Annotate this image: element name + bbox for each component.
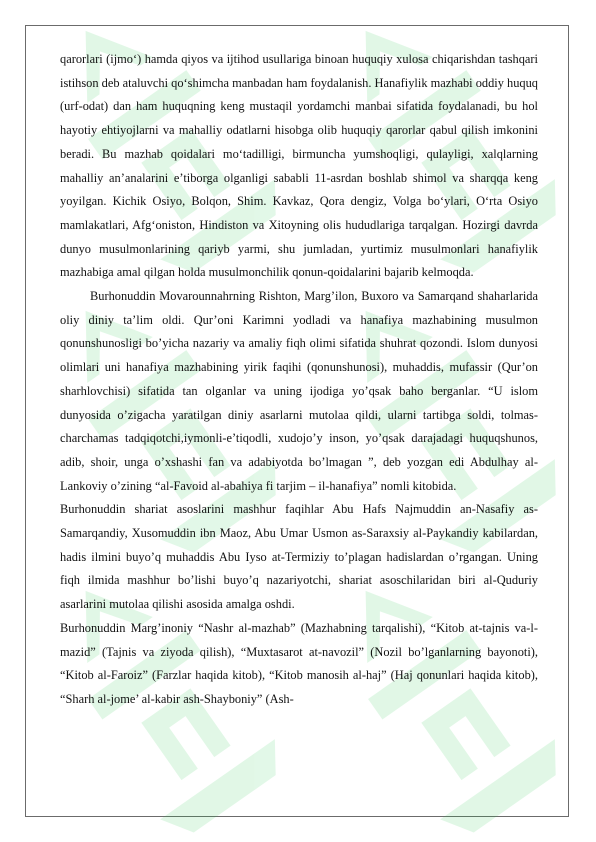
paragraph-4: Burhonuddin Marg’inoniy “Nashr al-mazhab” (Mazhabning tarqalishi), “Kitob at-tajnis va-l-mazid” (Tajnis va ziyoda qilish), “Muxtasarot at-navozil” (Nozil bo’lganlarning bayonoti), “Kitob al-Faroiz” (Farzlar haqida kitob), “Kitob manosih al-haj” (Haj qonunlari haqida kitob), “Sharh al-jome’ al-kabir ash-Shayboniy” (Ash- bbox=[60, 620, 538, 706]
paragraph-1: qarorlari (ijmo‘) hamda qiyos va ijtihod usullariga binoan huquqiy xulosa chiqarishdan tashqari istihson deb ataluvchi qo‘shimcha manbadan ham foydalanish. Hanafiylik mazhabi oddiy huquq (urf-odat) dan ham huquqning keng mustaqil yordamchi manbai sifatida foydalanadi, bu hol hayotiy ehtiyojlarni va mahalliy odatlarni hisobga olib huquqiy qarorlar qabul qilish imkonini beradi. Bu mazhab qoidalari mo‘tadilligi, birmuncha yumshoqligi, qulayligi, xalqlarning mahalliy an’analarini e’tiborga olganligi sababli 11-asrdan boshlab shimol va sharqqa keng yoyilgan. Kichik Osiyo, Bolqon, Shim. Kavkaz, Qora dengiz, Volga bo‘ylari, O‘rta Osiyo mamlakatlari, Afg‘oniston, Hindiston va Xitoyning olis hududlariga tarqalgan. Hozirgi davrda dunyo musulmonlarining qariyb yarmi, shu jumladan, yurtimiz musulmonlari hanafiylik mazhabiga amal qilgan holda musulmonchilik qonun-qoidalarini bajarib kelmoqda. bbox=[60, 52, 538, 280]
document-body bbox=[60, 48, 538, 712]
paragraph-2: Burhonuddin Movarounnahrning Rishton, Marg’ilon, Buxoro va Samarqand shaharlarida oliy diniy ta’lim oldi. Qur’oni Karimni yodladi va hanafiya mazhabining musulmon qonunshunosligi bo’yicha nazariy va amaliy fiqh olimi sifatida shuhrat qozondi. Islom dunyosi olimlari uni hanafiya mazhabining yirik faqihi (qonunshunosi), muhaddis, mufassir (Qur’on sharhlovchisi) sifatida tan olganlar va uning ijodiga yo’qsak baho berganlar. “U islom dunyosida o’zigacha yaratilgan diniy asarlarni mutolaa qildi, ularni tartibga soldi, tolmas-charchamas tadqiqotchi,iymonli-e’tiqodli, xudojo’y inson, yo’qsak darajadagi huquqshunos, adib, shoir, unga o’xshashi fan va adabiyotda bo’lmagan ”, deb yozgan edi Abdulhay al-Lankoviy o’zining “al-Favoid al-abahiya fi tarjim – il-hanafiya” nomli kitobida. bbox=[60, 289, 538, 493]
paragraph-3: Burhonuddin shariat asoslarini mashhur faqihlar Abu Hafs Najmuddin an-Nasafiy as-Samarqandiy, Xusomuddin ibn Maoz, Abu Umar Usmon as-Saraxsiy al-Paykandiy kabilardan, hadis ilmini buyo’q muhaddis Abu Iyso at-Termiziy to’plagan hadislardan o’rgangan. Uning fiqh ilmida mashhur bo’lishi buyo’q nazariyotchi, shariat asoschilaridan biri al-Quduriy asarlarini mutolaa qilishi asosida amalga oshdi. bbox=[60, 502, 538, 612]
